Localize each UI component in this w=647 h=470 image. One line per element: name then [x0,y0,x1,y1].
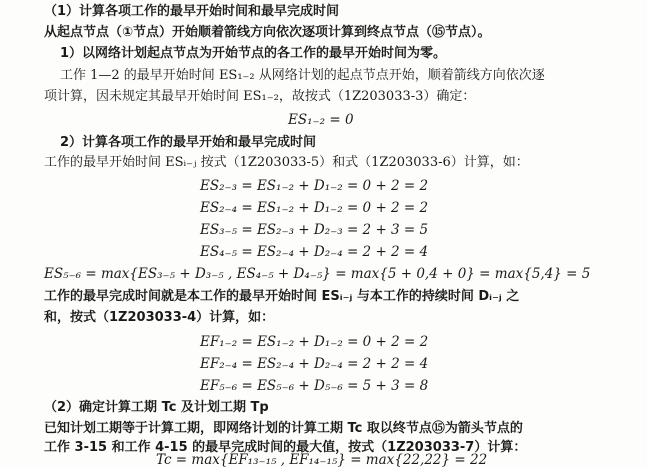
equation-es-4-5: ES₄₋₅ = ES₂₋₄ + D₂₋₄ = 2 + 2 = 4 [200,244,429,260]
equation-es-2-3: ES₂₋₃ = ES₁₋₂ + D₁₋₂ = 0 + 2 = 2 [200,178,429,194]
paragraph-ef-definition-a: 工作的最早完成时间就是本工作的最早开始时间 ESᵢ₋ⱼ 与本工作的持续时间 Dᵢ₋ⱼ 之 [44,289,520,304]
equation-ef-1-2: EF₁₋₂ = ES₁₋₂ + D₁₋₂ = 0 + 2 = 2 [200,334,429,350]
paragraph-es-formula: 工作的最早开始时间 ESᵢ₋ⱼ 按式（1Z203033-5）和式（1Z203033-6）计算，如： [44,155,529,170]
equation-tc: Tc = max{EF₁₃₋₁₅ , EF₁₄₋₁₅} = max{22,22} = 22 [156,452,488,468]
equation-ef-5-6: EF₅₋₆ = ES₅₋₆ + D₅₋₆ = 5 + 3 = 8 [200,378,429,394]
paragraph-work-1-2-a: 工作 1—2 的最早开始时间 ES₁₋₂ 从网络计划的起点节点开始，顺着箭线方向依次逐 [60,68,545,83]
section-heading-1: （1）计算各项工作的最早开始时间和最早完成时间 [44,4,340,19]
paragraph-ef-definition-b: 和，按式（1Z203033-4）计算，如： [44,310,275,325]
paragraph-start-node: 从起点节点（①节点）开始顺着箭线方向依次逐项计算到终点节点（⑮节点）。 [44,25,491,40]
equation-ef-2-4: EF₂₋₄ = ES₂₋₄ + D₂₋₄ = 2 + 2 = 4 [200,356,429,372]
paragraph-work-1-2-b: 项计算，因未规定其最早开始时间 ES₁₋₂，故按式（1Z203033-3）确定： [44,89,476,104]
paragraph-tc-a: 已知计划工期等于计算工期，即网络计划的计算工期 Tc 取以终节点⑮为箭头节点的 [44,421,523,436]
equation-es-2-4: ES₂₋₄ = ES₁₋₂ + D₁₋₂ = 0 + 2 = 2 [200,200,429,216]
equation-es-1-2: ES₁₋₂ = 0 [288,112,354,128]
paragraph-tc-b: 工作 3-15 和工作 4-15 的最早完成时间的最大值，按式（1Z203033-7）计算： [44,440,527,455]
step-2-heading: 2）计算各项工作的最早开始和最早完成时间 [60,135,317,150]
section-heading-2: （2）确定计算工期 Tc 及计划工期 Tp [44,400,269,415]
equation-es-5-6: ES₅₋₆ = max{ES₃₋₅ + D₃₋₅ , ES₄₋₅ + D₄₋₅} = max{5 + 0,4 + 0} = max{5,4} = 5 [44,266,591,282]
step-1-heading: 1）以网络计划起点节点为开始节点的各工作的最早开始时间为零。 [60,46,447,61]
equation-es-3-5: ES₃₋₅ = ES₂₋₃ + D₂₋₃ = 2 + 3 = 5 [200,222,429,238]
